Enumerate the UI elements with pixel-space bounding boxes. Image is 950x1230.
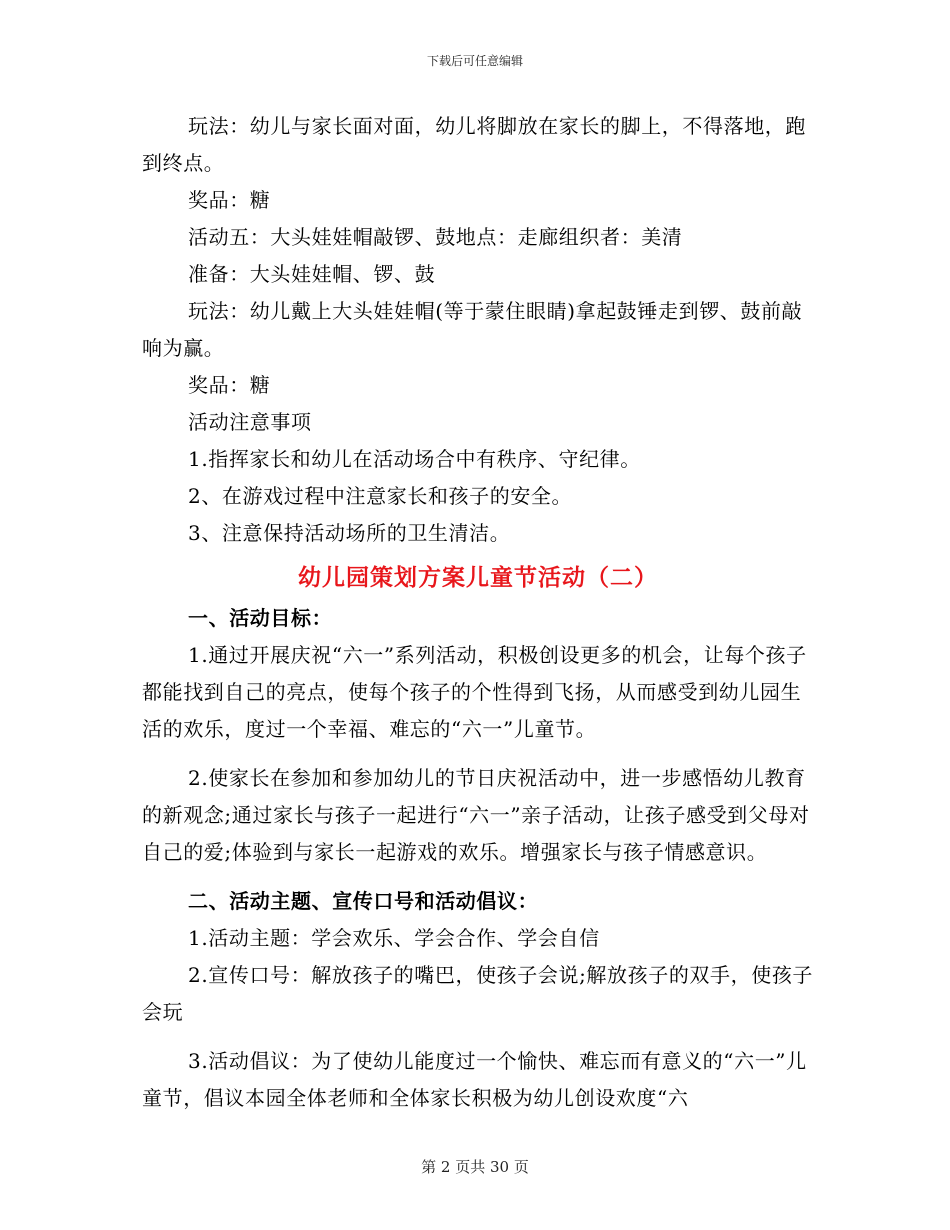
paragraph: 准备：大头娃娃帽、锣、鼓 [188, 262, 436, 286]
page-footer: 第 2 页共 30 页 [421, 1158, 529, 1176]
list-item: 2.宣传口号：解放孩子的嘴巴，使孩子会说;解放孩子的双手，使孩子会玩 [142, 963, 814, 1024]
list-item: 1.活动主题：学会欢乐、学会合作、学会自信 [188, 926, 600, 950]
paragraph: 活动五：大头娃娃帽敲锣、鼓地点：走廊组织者：美清 [188, 225, 683, 249]
list-item: 3.活动倡议：为了使幼儿能度过一个愉快、难忘而有意义的“六一”儿童节，倡议本园全体老师和全体家长积极为幼儿创设欢度“六 [142, 1049, 807, 1110]
paragraph: 玩法：幼儿戴上大头娃娃帽(等于蒙住眼睛)拿起鼓锤走到锣、鼓前敲响为赢。 [142, 299, 803, 360]
paragraph: 玩法：幼儿与家长面对面，幼儿将脚放在家长的脚上，不得落地，跑到终点。 [142, 114, 806, 175]
list-item: 3、注意保持活动场所的卫生清洁。 [188, 521, 511, 545]
list-item: 2.使家长在参加和参加幼儿的节日庆祝活动中，进一步感悟幼儿教育的新观念;通过家长与孩子一起进行“六一”亲子活动，让孩子感受到父母对自己的爱;体验到与家长一起游戏的欢乐。增强家长与孩子情感意识。 [142, 766, 810, 864]
list-item: 1.通过开展庆祝“六一”系列活动，积极创设更多的机会，让每个孩子都能找到自己的亮点，使每个孩子的个性得到飞扬，从而感受到幼儿园生活的欢乐，度过一个幸福、难忘的“六一”儿童节。 [142, 643, 807, 741]
list-item: 1.指挥家长和幼儿在活动场合中有秩序、守纪律。 [188, 447, 641, 471]
section-heading: 二、活动主题、宣传口号和活动倡议： [188, 889, 539, 913]
section-title: 幼儿园策划方案儿童节活动（二） [298, 564, 658, 591]
paragraph: 活动注意事项 [188, 410, 312, 434]
page-header: 下载后可任意编辑 [426, 54, 523, 68]
paragraph: 奖品：糖 [188, 188, 271, 212]
paragraph: 奖品：糖 [188, 373, 271, 397]
section-heading: 一、活动目标： [188, 606, 333, 630]
list-item: 2、在游戏过程中注意家长和孩子的安全。 [188, 484, 573, 508]
document-body [142, 108, 814, 1117]
